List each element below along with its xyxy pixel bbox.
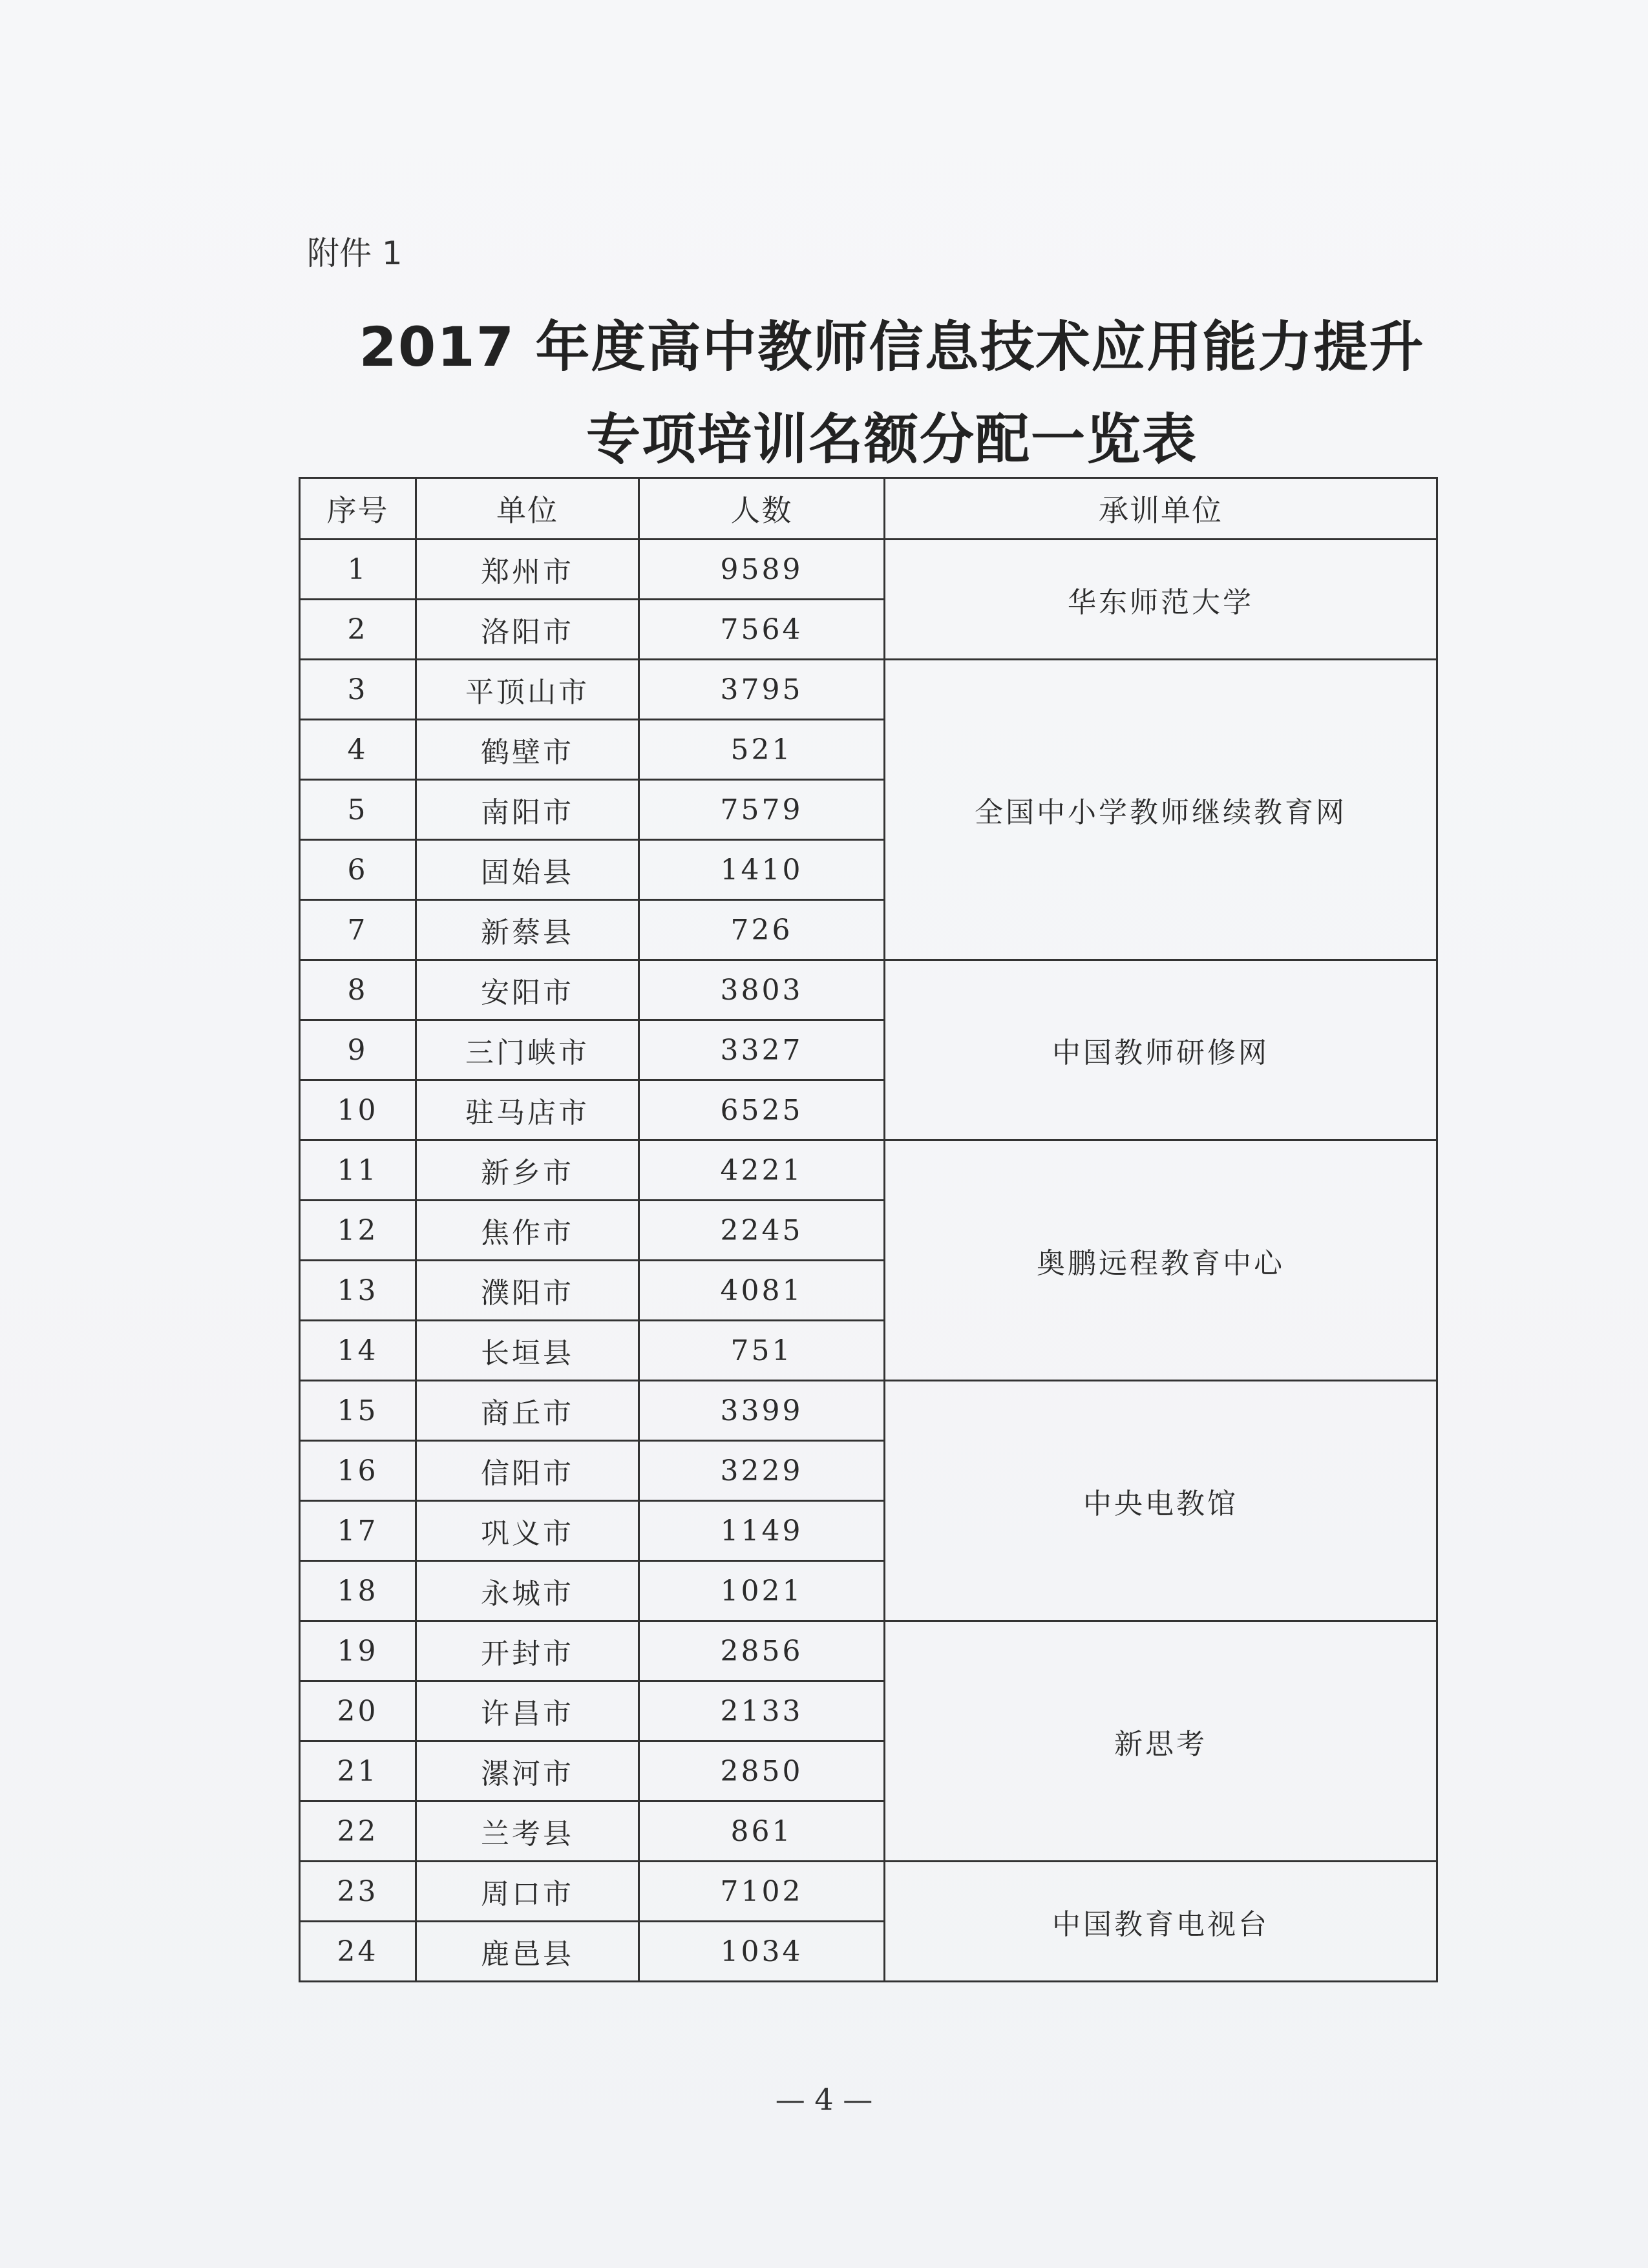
document-title-line1: 2017 年度高中教师信息技术应用能力提升 [359, 315, 1425, 379]
row-unit: 洛阳市 [416, 600, 639, 660]
row-unit: 商丘市 [416, 1381, 639, 1441]
header-org: 承训单位 [885, 478, 1437, 540]
row-unit: 长垣县 [416, 1321, 639, 1381]
row-count: 521 [639, 720, 885, 780]
row-unit: 新蔡县 [416, 900, 639, 960]
row-count: 1149 [639, 1501, 885, 1561]
row-unit: 新乡市 [416, 1140, 639, 1201]
row-count: 4221 [639, 1140, 885, 1201]
row-count: 751 [639, 1321, 885, 1381]
table-header-row [300, 478, 1437, 540]
row-unit: 鹿邑县 [416, 1922, 639, 1982]
row-unit: 安阳市 [416, 960, 639, 1020]
row-count: 7102 [639, 1862, 885, 1922]
row-no: 9 [300, 1020, 416, 1080]
row-count: 3803 [639, 960, 885, 1020]
table-row [300, 1621, 1437, 1681]
document-title-line2: 专项培训名额分配一览表 [586, 408, 1198, 471]
row-count: 7564 [639, 600, 885, 660]
row-unit: 郑州市 [416, 540, 639, 600]
row-count: 1021 [639, 1561, 885, 1621]
attachment-label: 附件 1 [307, 235, 403, 272]
row-count: 9589 [639, 540, 885, 600]
header-count: 人数 [639, 478, 885, 540]
row-unit: 周口市 [416, 1862, 639, 1922]
row-count: 6525 [639, 1080, 885, 1140]
row-unit: 漯河市 [416, 1741, 639, 1801]
table-row [300, 1140, 1437, 1201]
row-no: 3 [300, 660, 416, 720]
row-no: 18 [300, 1561, 416, 1621]
row-count: 2856 [639, 1621, 885, 1681]
row-unit: 固始县 [416, 840, 639, 900]
row-no: 23 [300, 1862, 416, 1922]
org-cell: 中国教师研修网 [885, 960, 1437, 1140]
row-no: 15 [300, 1381, 416, 1441]
row-count: 4081 [639, 1261, 885, 1321]
header-unit: 单位 [416, 478, 639, 540]
table-row [300, 660, 1437, 720]
row-no: 10 [300, 1080, 416, 1140]
row-unit: 濮阳市 [416, 1261, 639, 1321]
row-no: 1 [300, 540, 416, 600]
org-cell: 全国中小学教师继续教育网 [885, 660, 1437, 960]
row-no: 20 [300, 1681, 416, 1741]
row-unit: 驻马店市 [416, 1080, 639, 1140]
row-count: 2850 [639, 1741, 885, 1801]
row-no: 21 [300, 1741, 416, 1801]
row-no: 22 [300, 1801, 416, 1862]
table-row [300, 540, 1437, 600]
header-no: 序号 [300, 478, 416, 540]
row-unit: 平顶山市 [416, 660, 639, 720]
row-no: 11 [300, 1140, 416, 1201]
org-cell: 华东师范大学 [885, 540, 1437, 660]
row-unit: 许昌市 [416, 1681, 639, 1741]
row-no: 6 [300, 840, 416, 900]
row-unit: 焦作市 [416, 1201, 639, 1261]
row-unit: 鹤壁市 [416, 720, 639, 780]
org-cell: 奥鹏远程教育中心 [885, 1140, 1437, 1381]
row-count: 7579 [639, 780, 885, 840]
row-no: 16 [300, 1441, 416, 1501]
row-count: 3229 [639, 1441, 885, 1501]
row-no: 19 [300, 1621, 416, 1681]
row-no: 14 [300, 1321, 416, 1381]
row-no: 12 [300, 1201, 416, 1261]
row-no: 4 [300, 720, 416, 780]
row-no: 13 [300, 1261, 416, 1321]
row-unit: 兰考县 [416, 1801, 639, 1862]
row-unit: 巩义市 [416, 1501, 639, 1561]
row-count: 3399 [639, 1381, 885, 1441]
row-count: 3327 [639, 1020, 885, 1080]
row-unit: 信阳市 [416, 1441, 639, 1501]
row-no: 7 [300, 900, 416, 960]
row-no: 8 [300, 960, 416, 1020]
row-unit: 开封市 [416, 1621, 639, 1681]
org-cell: 中国教育电视台 [885, 1862, 1437, 1982]
row-count: 2245 [639, 1201, 885, 1261]
org-cell: 新思考 [885, 1621, 1437, 1862]
org-cell: 中央电教馆 [885, 1381, 1437, 1621]
row-count: 726 [639, 900, 885, 960]
row-no: 5 [300, 780, 416, 840]
table-row [300, 1862, 1437, 1922]
table-row [300, 1381, 1437, 1441]
row-unit: 永城市 [416, 1561, 639, 1621]
row-count: 1410 [639, 840, 885, 900]
row-no: 2 [300, 600, 416, 660]
table-row [300, 960, 1437, 1020]
allocation-table [299, 477, 1438, 1982]
row-count: 3795 [639, 660, 885, 720]
row-count: 861 [639, 1801, 885, 1862]
row-no: 17 [300, 1501, 416, 1561]
row-count: 2133 [639, 1681, 885, 1741]
page-number: — 4 — [775, 2082, 873, 2117]
row-unit: 南阳市 [416, 780, 639, 840]
row-unit: 三门峡市 [416, 1020, 639, 1080]
row-count: 1034 [639, 1922, 885, 1982]
row-no: 24 [300, 1922, 416, 1982]
